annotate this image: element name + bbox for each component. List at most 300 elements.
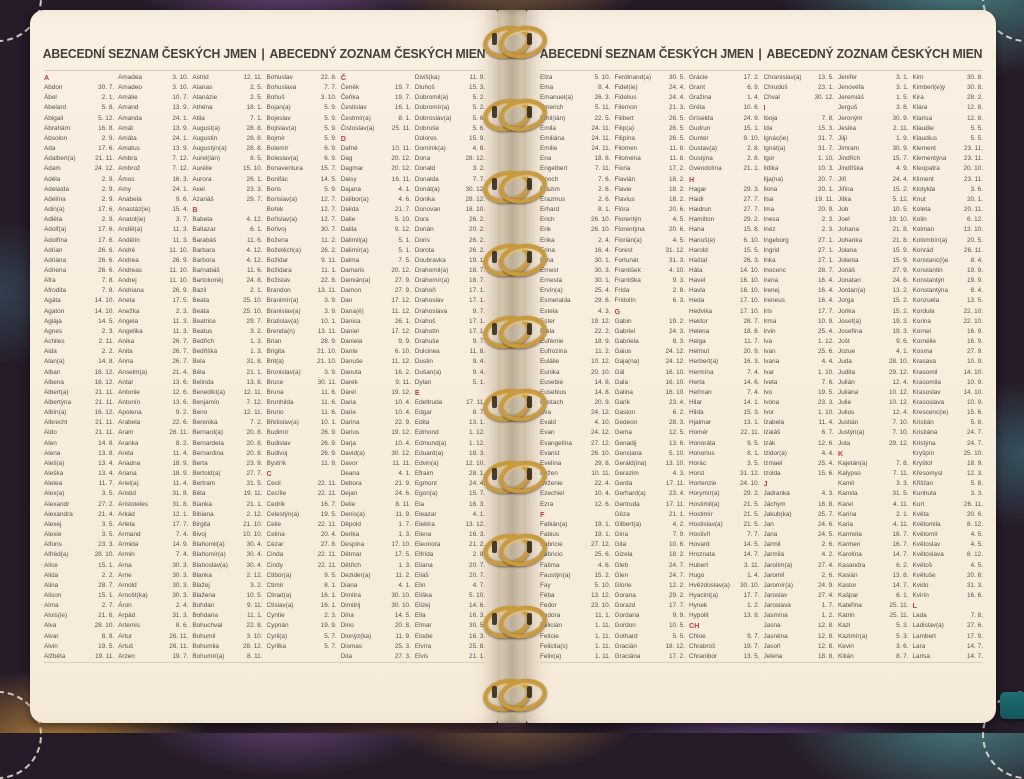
date: 16. 1. bbox=[320, 591, 337, 599]
date: 8. 4. bbox=[970, 256, 983, 264]
name: Esmeralda bbox=[540, 297, 571, 305]
date: 2. 8. bbox=[747, 155, 760, 163]
date: 14. 8. bbox=[98, 358, 115, 366]
name: Aida bbox=[44, 348, 57, 356]
date: 28. 10. bbox=[94, 622, 115, 630]
name: Hroznata bbox=[689, 551, 715, 559]
name-day-entry bbox=[341, 175, 411, 185]
date: 17. 7. bbox=[818, 307, 834, 315]
date: 25. 6. bbox=[594, 551, 611, 559]
date: 31. 3. bbox=[967, 581, 983, 589]
name-day-entry bbox=[540, 439, 611, 449]
name: Felix(a) bbox=[540, 652, 562, 660]
name-day-entry bbox=[913, 144, 984, 154]
date: 22. 11. bbox=[317, 520, 337, 528]
name: Augustin bbox=[192, 134, 218, 142]
name-day-entry bbox=[913, 175, 984, 185]
date: 30. 12. bbox=[814, 94, 834, 102]
date: 19. 11. bbox=[243, 490, 263, 498]
date: 26. 7. bbox=[172, 338, 189, 346]
name: Bolemír bbox=[266, 145, 289, 153]
name: Ignác(ie) bbox=[763, 134, 789, 142]
name: Děpold bbox=[340, 520, 361, 528]
date: 1. 4. bbox=[747, 94, 760, 102]
date: 5. 10. bbox=[594, 74, 611, 81]
name-day-entry bbox=[341, 469, 411, 479]
name-day-entry bbox=[615, 103, 686, 113]
name-day-entry bbox=[44, 164, 114, 174]
name: Filibert bbox=[614, 114, 634, 122]
date: 5. 9. bbox=[324, 114, 337, 122]
name: Filip(a) bbox=[614, 124, 635, 132]
name: Ariadna bbox=[118, 459, 141, 467]
name-day-entry bbox=[540, 581, 611, 591]
name-day-entry bbox=[540, 164, 611, 174]
name-day-entry bbox=[838, 337, 909, 347]
date: 16. 8. bbox=[98, 124, 115, 132]
date: 2. 11. bbox=[98, 338, 115, 346]
name-day-entry bbox=[540, 449, 611, 459]
name-day-entry bbox=[913, 73, 984, 83]
name-day-entry bbox=[267, 205, 337, 215]
name-day-entry bbox=[192, 266, 262, 276]
name: Budimír bbox=[266, 429, 289, 437]
name: Alvin bbox=[44, 642, 58, 650]
name: Hedvika bbox=[689, 307, 713, 315]
name-day-entry bbox=[540, 652, 611, 662]
date: 16. 1. bbox=[320, 602, 337, 610]
date: 20. 10. bbox=[590, 368, 611, 376]
name: Konstanc(i)e bbox=[912, 256, 949, 264]
date: 20. 6. bbox=[967, 510, 983, 518]
date: 12. 10. bbox=[465, 459, 486, 467]
name: Andrej bbox=[118, 277, 137, 285]
name-day-entry bbox=[540, 307, 611, 317]
name-day-entry bbox=[764, 215, 835, 225]
name: Erna bbox=[540, 256, 554, 264]
name-day-entry bbox=[540, 124, 611, 134]
date: 5. 2. bbox=[472, 104, 486, 112]
date: 10. 7. bbox=[172, 94, 189, 102]
name: Emil(ián) bbox=[540, 114, 566, 122]
date: 24. 4. bbox=[669, 84, 685, 92]
date: 16. 1. bbox=[394, 104, 411, 112]
date: 16. 8. bbox=[818, 500, 834, 508]
name: Gabriela bbox=[614, 338, 639, 346]
name-day-entry bbox=[415, 571, 485, 581]
name-day-entry bbox=[913, 154, 984, 164]
date: 27. 1. bbox=[818, 236, 834, 244]
name-day-entry bbox=[341, 581, 411, 591]
name-column bbox=[540, 73, 611, 662]
name: Jolana bbox=[838, 246, 857, 254]
name: Hubert bbox=[689, 561, 709, 569]
bookmark-tab[interactable] bbox=[1000, 692, 1024, 719]
date: 11. 8. bbox=[669, 145, 685, 153]
name: Cyprián bbox=[266, 622, 289, 630]
name-day-entry bbox=[44, 459, 114, 469]
name-day-entry bbox=[118, 164, 188, 174]
name-day-entry bbox=[913, 185, 984, 195]
name: Horst bbox=[689, 470, 705, 478]
name: Ivor bbox=[763, 409, 775, 417]
name: Darie bbox=[340, 409, 356, 417]
name: Ireneus bbox=[763, 297, 785, 305]
date: 2. 6. bbox=[821, 541, 834, 549]
title-slovak: ABECEDNÝ ZOZNAM ČESKÝCH MIEN bbox=[269, 47, 486, 61]
name-column bbox=[615, 73, 686, 662]
name: Božislav bbox=[266, 277, 291, 285]
name: Aurel(ián) bbox=[192, 155, 221, 163]
name: Dorián bbox=[414, 226, 434, 234]
name: Arnošt(ka) bbox=[118, 591, 148, 599]
date: 9. 7. bbox=[472, 338, 486, 346]
name-day-entry bbox=[540, 357, 611, 367]
name: Iveta bbox=[763, 378, 778, 386]
date: 1. 11. bbox=[594, 652, 611, 660]
name-day-entry bbox=[540, 73, 611, 83]
date: 27. 4. bbox=[818, 591, 834, 599]
name-day-entry bbox=[267, 632, 337, 642]
name-day-entry bbox=[415, 317, 485, 327]
name: Kryštof bbox=[912, 459, 933, 467]
name-day-entry bbox=[615, 378, 686, 388]
name-day-entry bbox=[44, 378, 114, 388]
date: 19. 10. bbox=[888, 216, 909, 224]
date: 12. 1. bbox=[172, 510, 189, 518]
name-day-entry bbox=[415, 225, 485, 235]
name-day-entry bbox=[267, 103, 337, 113]
name: Fidelius bbox=[614, 94, 637, 102]
name-day-entry bbox=[540, 368, 611, 378]
name-day-entry bbox=[838, 114, 909, 124]
name-day-entry bbox=[540, 550, 611, 560]
name-day-entry bbox=[615, 317, 686, 327]
name: Květoš bbox=[912, 561, 933, 569]
name-day-entry bbox=[615, 337, 686, 347]
date: 4. 6. bbox=[598, 561, 611, 569]
date: 31. 3. bbox=[669, 256, 685, 264]
date: 12. 8. bbox=[818, 642, 834, 650]
name: Dalma bbox=[340, 256, 360, 264]
name: Erazmus bbox=[540, 195, 566, 203]
date: 14. 5. bbox=[394, 612, 411, 620]
name-day-entry bbox=[615, 276, 686, 286]
name-day-entry bbox=[615, 449, 686, 459]
name: Kvido bbox=[912, 581, 929, 589]
date: 2. 9. bbox=[101, 175, 115, 183]
name: Hostislav(a) bbox=[689, 520, 723, 528]
name-day-entry bbox=[341, 591, 411, 601]
name: Arne bbox=[118, 571, 132, 579]
name-day-entry bbox=[764, 632, 835, 642]
date: 7. 4. bbox=[747, 368, 760, 376]
name: Juliána bbox=[838, 388, 859, 396]
name-day-entry bbox=[267, 550, 337, 560]
date: 29. 7. bbox=[246, 195, 263, 203]
name-day-entry bbox=[838, 621, 909, 631]
name-day-entry bbox=[838, 601, 909, 611]
name: Fidel(ie) bbox=[614, 84, 638, 92]
name-day-entry bbox=[267, 327, 337, 337]
name-day-entry bbox=[615, 175, 686, 185]
date: 19. 9. bbox=[320, 622, 337, 630]
name-day-entry bbox=[341, 327, 411, 337]
name: Bořislav(a) bbox=[266, 216, 298, 224]
name-day-entry bbox=[118, 632, 188, 642]
date: 28. 9. bbox=[320, 338, 337, 346]
date: 4. 12. bbox=[246, 216, 263, 224]
name: Aram bbox=[118, 429, 134, 437]
name-day-entry bbox=[689, 225, 760, 235]
name-day-entry bbox=[415, 124, 485, 134]
name: Juda bbox=[838, 358, 852, 366]
date: 23. 9. bbox=[246, 459, 263, 467]
date: 16. 7. bbox=[892, 531, 909, 539]
name: Edmund(a) bbox=[414, 439, 447, 447]
name: Alvar bbox=[44, 632, 59, 640]
name-day-entry bbox=[689, 428, 760, 438]
name: Julián bbox=[838, 378, 855, 386]
name-day-entry bbox=[44, 327, 114, 337]
date: 5. 9. bbox=[324, 124, 337, 132]
name: Eusebie bbox=[540, 378, 564, 386]
name: Jonáš bbox=[838, 266, 856, 274]
name: Grácie bbox=[689, 74, 708, 81]
name: Gerda bbox=[614, 480, 633, 488]
date: 31. 5. bbox=[246, 480, 263, 488]
name-day-entry bbox=[689, 215, 760, 225]
name: Béla bbox=[192, 368, 206, 376]
name: Dluhoš bbox=[414, 84, 435, 92]
name: Bonifác bbox=[266, 175, 288, 183]
letter-heading: K bbox=[838, 448, 844, 458]
name: Kvirín bbox=[912, 591, 929, 599]
date: 26. 5. bbox=[669, 134, 685, 142]
name: Herbert(a) bbox=[689, 358, 719, 366]
letter-heading: I bbox=[763, 103, 766, 113]
date: 1. 9. bbox=[896, 134, 909, 142]
name-day-entry bbox=[689, 276, 760, 286]
date: 4. 12. bbox=[246, 246, 263, 254]
name: Aristid bbox=[118, 490, 136, 498]
name: Gordana bbox=[614, 612, 640, 620]
date: 21. 5. bbox=[743, 520, 760, 528]
name: Benjamín bbox=[192, 399, 220, 406]
date: 8. 6. bbox=[175, 622, 189, 630]
name-day-entry bbox=[838, 571, 909, 581]
date: 23. 3. bbox=[246, 185, 263, 193]
date: 24. 11. bbox=[591, 124, 611, 132]
name-day-entry bbox=[764, 327, 835, 337]
name: Aldo bbox=[44, 429, 57, 437]
name-day-entry bbox=[838, 530, 909, 540]
name-day-entry bbox=[540, 398, 611, 408]
date: 15. 1. bbox=[743, 124, 760, 132]
name: Berenika bbox=[192, 419, 218, 427]
name-day-entry bbox=[913, 489, 984, 499]
date: 20. 9. bbox=[743, 348, 760, 356]
date: 23. 4. bbox=[669, 399, 685, 406]
date: 5. 8. bbox=[970, 419, 983, 427]
name: Eulálie bbox=[540, 358, 560, 366]
name-day-entry bbox=[44, 215, 114, 225]
date: 10. 4. bbox=[394, 409, 411, 417]
date: 15. 7. bbox=[892, 155, 909, 163]
letter-heading: CH bbox=[689, 621, 700, 631]
date: 14. 5. bbox=[743, 541, 760, 549]
name-day-entry bbox=[118, 378, 188, 388]
date: 26. 6. bbox=[98, 256, 115, 264]
date: 9. 9. bbox=[398, 338, 411, 346]
name-day-entry bbox=[118, 591, 188, 601]
name-day-entry bbox=[615, 357, 686, 367]
date: 5. 7. bbox=[324, 642, 337, 650]
name-day-entry bbox=[192, 449, 262, 459]
date: 15. 9. bbox=[892, 246, 909, 254]
date: 4. 10. bbox=[594, 419, 611, 427]
date: 1. 3. bbox=[250, 338, 263, 346]
name: Čestmír(a) bbox=[340, 114, 371, 122]
date: 4. 1. bbox=[472, 510, 486, 518]
name-day-entry bbox=[838, 347, 909, 357]
date: 8. 8. bbox=[101, 632, 115, 640]
date: 22. 4. bbox=[594, 480, 611, 488]
name-day-entry bbox=[267, 225, 337, 235]
name: Hostivít bbox=[689, 531, 711, 539]
name-day-entry bbox=[118, 134, 188, 144]
name-day-entry bbox=[267, 581, 337, 591]
name-day-entry bbox=[44, 266, 114, 276]
name-day-entry bbox=[540, 317, 611, 327]
date: 6. 10. bbox=[743, 236, 760, 244]
name: Bohdan bbox=[192, 602, 215, 610]
name: Arleta bbox=[118, 520, 135, 528]
name-day-entry bbox=[44, 449, 114, 459]
name-day-entry bbox=[913, 276, 984, 286]
name-day-entry bbox=[44, 93, 114, 103]
name-day-entry bbox=[838, 357, 909, 367]
name: Fiona bbox=[614, 165, 631, 173]
title-slovak: ABECEDNÝ ZOZNAM ČESKÝCH MIEN bbox=[766, 47, 983, 61]
name: Brian bbox=[266, 338, 282, 346]
date: 25. 10. bbox=[963, 449, 983, 457]
date: 30. 9. bbox=[892, 114, 909, 122]
name: Afra bbox=[44, 277, 56, 285]
name-day-entry bbox=[540, 621, 611, 631]
name-day-entry bbox=[192, 428, 262, 438]
name: Kašpar bbox=[838, 591, 859, 599]
name-day-entry bbox=[415, 337, 485, 347]
name-day-entry bbox=[415, 357, 485, 367]
name-day-entry bbox=[540, 500, 611, 510]
name: Jenovéfa bbox=[838, 84, 864, 92]
name: Arna bbox=[118, 561, 132, 569]
name-day-entry bbox=[118, 642, 188, 652]
name-day-entry bbox=[764, 317, 835, 327]
date: 20. 4. bbox=[320, 531, 337, 539]
name-day-entry bbox=[838, 286, 909, 296]
name: Jenifer bbox=[838, 74, 858, 81]
name-day-entry bbox=[267, 144, 337, 154]
name: Jelena bbox=[763, 652, 783, 660]
name-day-entry bbox=[341, 124, 411, 134]
name-day-entry bbox=[341, 83, 411, 93]
date: 20. 8. bbox=[246, 449, 263, 457]
name-day-entry bbox=[192, 256, 262, 266]
date: 12. 7. bbox=[320, 216, 337, 224]
date: 31. 8. bbox=[246, 358, 263, 366]
name-day-entry bbox=[689, 83, 760, 93]
name: Amand bbox=[118, 104, 139, 112]
date: 16. 12. bbox=[94, 409, 115, 417]
name: Helga bbox=[689, 338, 706, 346]
name: Bohuslava bbox=[266, 84, 297, 92]
name-day-entry bbox=[415, 601, 485, 611]
name: Florentýn bbox=[614, 216, 642, 224]
name-day-entry bbox=[615, 296, 686, 306]
name: Krasoslav bbox=[912, 388, 941, 396]
date: 30. 3. bbox=[594, 266, 611, 274]
name-day-entry bbox=[44, 642, 114, 652]
name-day-entry bbox=[615, 550, 686, 560]
name-day-entry bbox=[615, 652, 686, 662]
date: 5. 9. bbox=[324, 185, 337, 193]
name-day-entry bbox=[192, 195, 262, 205]
name-day-entry bbox=[118, 266, 188, 276]
name: Dionýz(ka) bbox=[340, 632, 372, 640]
date: 26. 11. bbox=[169, 429, 189, 437]
name-day-entry bbox=[913, 256, 984, 266]
date: 4. 10. bbox=[669, 266, 685, 274]
date: 31. 5. bbox=[892, 490, 909, 498]
name: Boleslav(a) bbox=[266, 155, 299, 163]
date: 28. 12. bbox=[242, 642, 263, 650]
name-day-entry bbox=[689, 337, 760, 347]
name: Augustýn(a) bbox=[192, 145, 227, 153]
date: 11. 10. bbox=[169, 266, 189, 274]
letter-heading: D bbox=[340, 133, 346, 143]
name-day-entry bbox=[192, 469, 262, 479]
name-day-entry bbox=[44, 144, 114, 154]
date: 19. 7. bbox=[743, 642, 760, 650]
date: 10. 1. bbox=[320, 317, 337, 325]
name: Bedřiška bbox=[192, 348, 218, 356]
name-day-entry bbox=[267, 347, 337, 357]
name: Adalbert(a) bbox=[44, 155, 76, 163]
date: 7. 5. bbox=[398, 256, 411, 264]
name-day-entry bbox=[615, 225, 686, 235]
date: 15. 6. bbox=[818, 470, 834, 478]
date: 22. 10. bbox=[963, 317, 983, 325]
name: Dona bbox=[414, 155, 431, 163]
date: 5. 10. bbox=[469, 591, 486, 599]
date: 19. 7. bbox=[394, 84, 411, 92]
date: 25. 4. bbox=[818, 459, 834, 467]
date: 7. 12. bbox=[246, 399, 263, 406]
name: Drahomil(a) bbox=[414, 266, 449, 274]
name-day-entry bbox=[838, 459, 909, 469]
name-day-entry bbox=[341, 428, 411, 438]
name-day-entry bbox=[44, 225, 114, 235]
name: Alison bbox=[44, 591, 62, 599]
date: 19. 3. bbox=[892, 327, 909, 335]
name-day-entry bbox=[118, 327, 188, 337]
date: 21. 5. bbox=[743, 500, 760, 508]
name-day-entry bbox=[689, 368, 760, 378]
date: 18. 8. bbox=[743, 327, 760, 335]
name: Angelika bbox=[118, 327, 143, 335]
